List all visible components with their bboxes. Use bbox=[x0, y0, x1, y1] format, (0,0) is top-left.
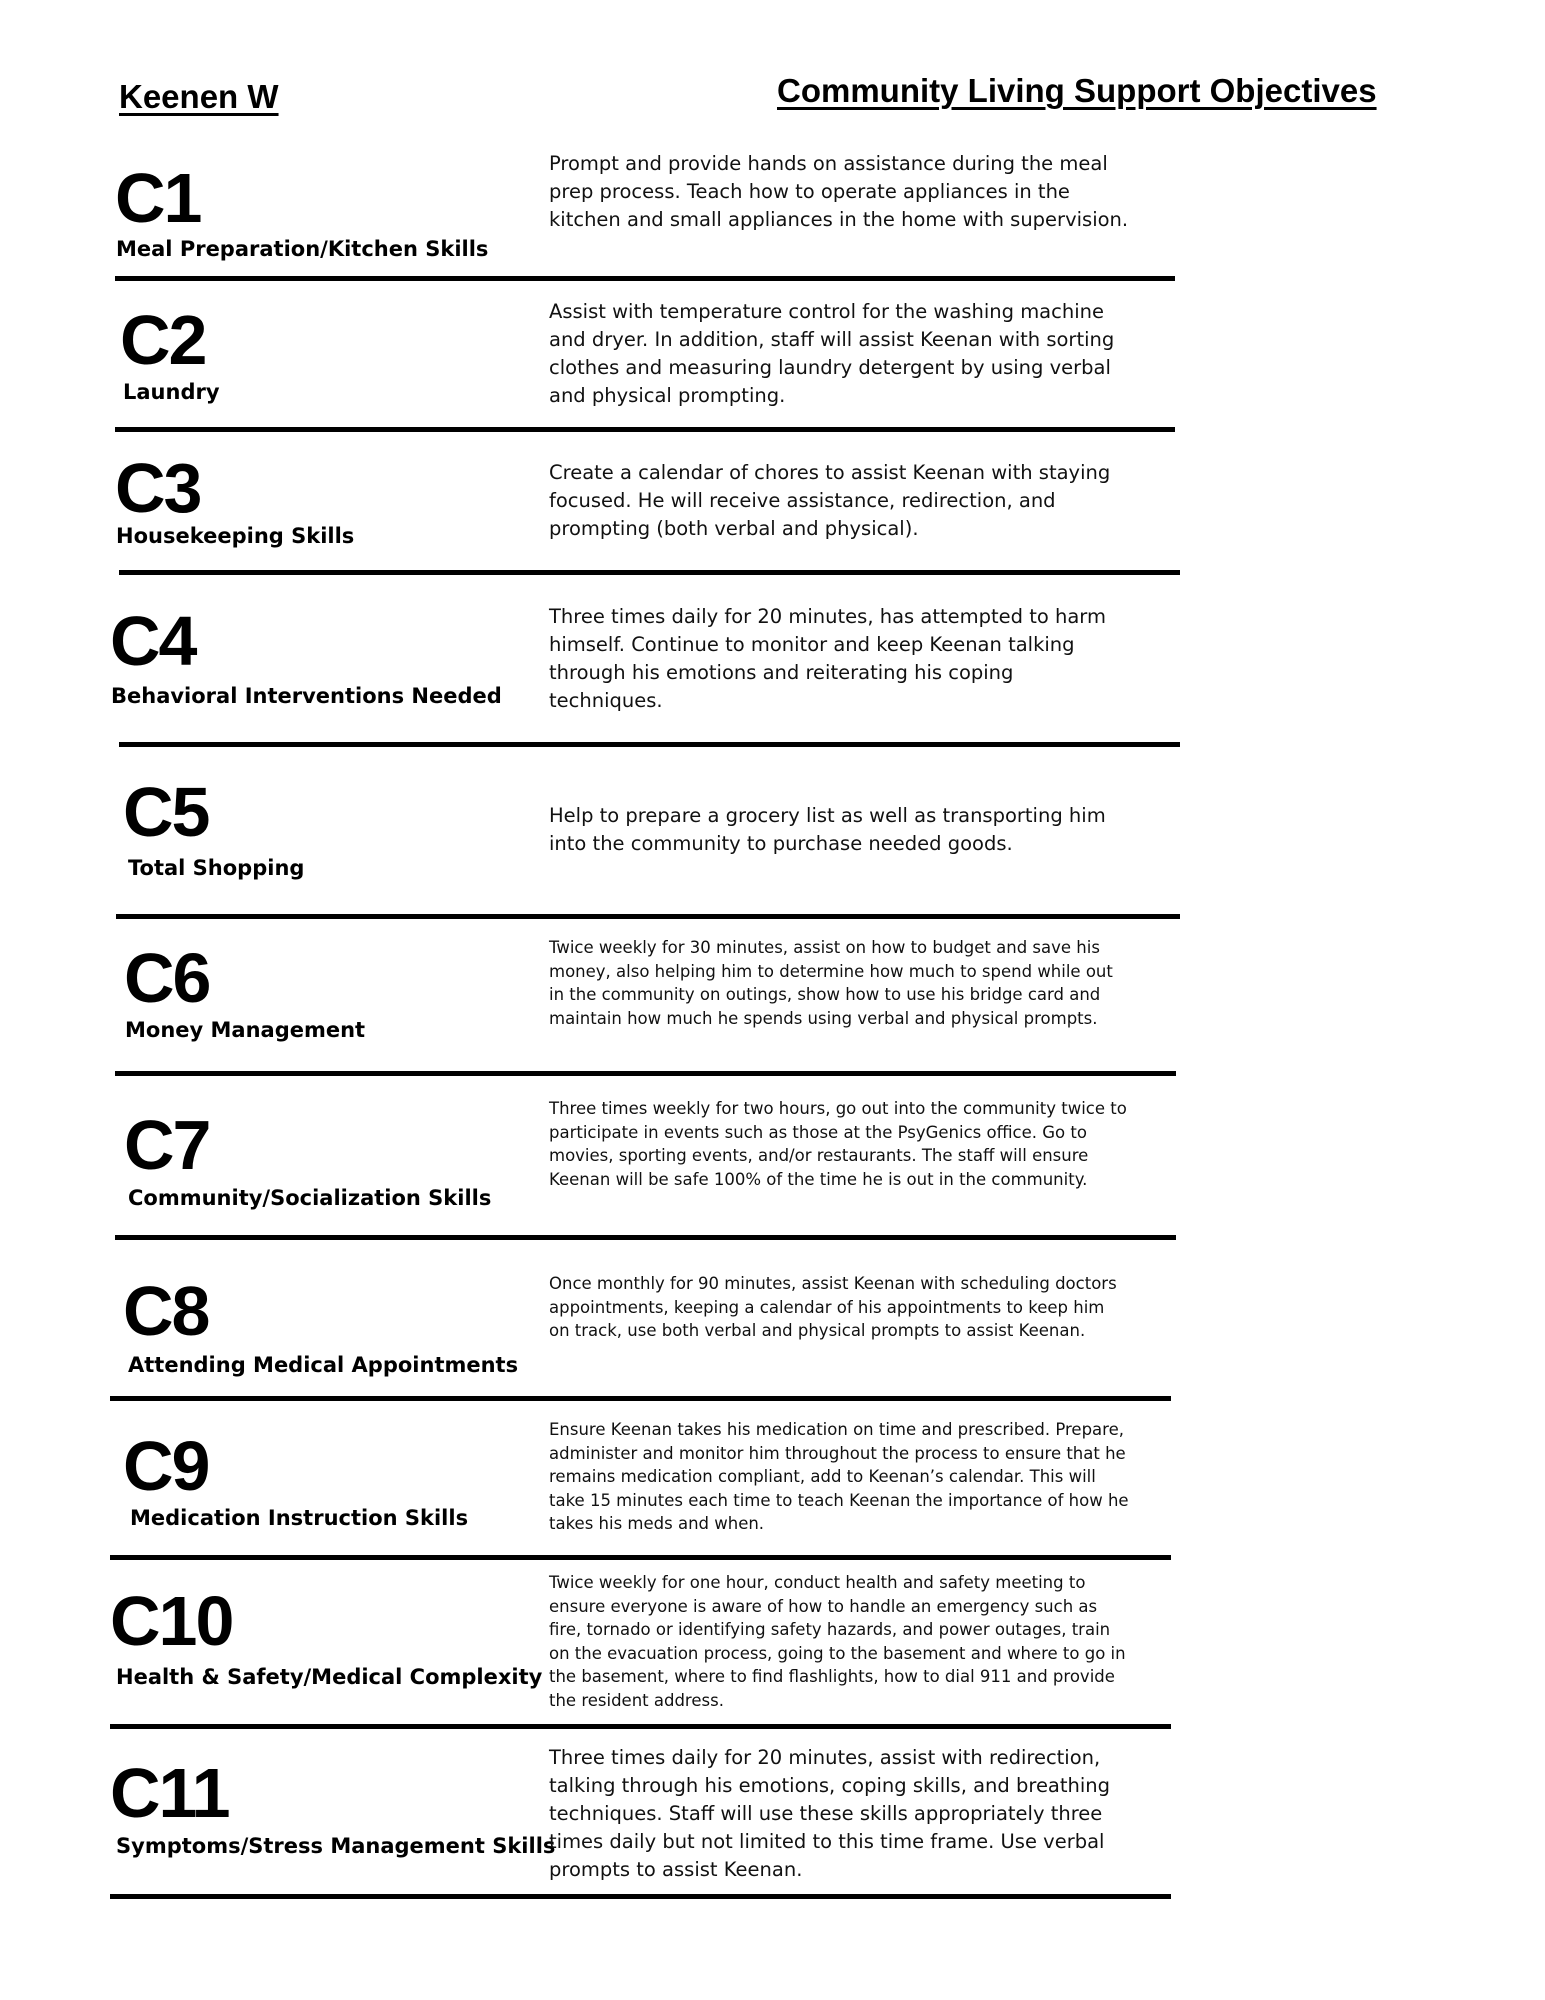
objective-code: C1 bbox=[115, 159, 201, 237]
section-divider bbox=[119, 570, 1180, 575]
objective-description: Twice weekly for one hour, conduct health and safety meeting to ensure everyone is aware of how to handle an emergency such as fire, tornado or identifying safety hazards, and power outages, train on the evacuation process, going to the basement and where to go in the basement, where to find flashlights, how to dial 911 and provide the resident address. bbox=[549, 1573, 1126, 1710]
objective-category: Total Shopping bbox=[128, 856, 305, 880]
objective-description: Twice weekly for 30 minutes, assist on how to budget and save his money, also helping him to determine how much to spend while out in the community on outings, show how to use his bridge card and maintain how much he spends using verbal and physical prompts. bbox=[549, 938, 1113, 1028]
section-divider bbox=[115, 276, 1175, 281]
objective-category: Community/Socialization Skills bbox=[128, 1186, 492, 1210]
section-divider bbox=[116, 914, 1180, 919]
objective-description: Assist with temperature control for the washing machine and dryer. In addition, staff will assist Keenan with sorting clothes and measuring laundry detergent by using verbal and physical prompting. bbox=[549, 300, 1115, 407]
section-divider bbox=[110, 1396, 1171, 1401]
section-divider bbox=[110, 1724, 1171, 1729]
objective-code: C3 bbox=[115, 449, 201, 527]
objective-code: C2 bbox=[120, 301, 206, 379]
objective-code: C10 bbox=[110, 1582, 233, 1660]
section-divider bbox=[115, 1071, 1176, 1076]
objective-code: C6 bbox=[124, 939, 210, 1017]
objective-category: Laundry bbox=[123, 380, 220, 404]
objective-code: C8 bbox=[123, 1272, 209, 1350]
objective-category: Symptoms/Stress Management Skills bbox=[116, 1834, 556, 1858]
section-divider bbox=[110, 1555, 1171, 1560]
objective-code: C11 bbox=[110, 1754, 229, 1832]
objective-category: Money Management bbox=[125, 1018, 366, 1042]
objective-code: C7 bbox=[124, 1106, 210, 1184]
objective-description: Three times daily for 20 minutes, assist with redirection, talking through his emotions, coping skills, and breathing techniques. Staff will use these skills appropriately three times daily but not limited to this time frame. Use verbal prompts to assist Keenan. bbox=[549, 1746, 1111, 1881]
objective-description: Prompt and provide hands on assistance during the meal prep process. Teach how to operate appliances in the kitchen and small appliances in the home with supervision. bbox=[549, 152, 1129, 231]
objective-code: C5 bbox=[123, 773, 209, 851]
objective-description: Three times daily for 20 minutes, has attempted to harm himself. Continue to monitor and keep Keenan talking through his emotions and reiterating his coping techniques. bbox=[549, 605, 1106, 712]
person-name: Keenen W bbox=[119, 78, 279, 115]
objective-category: Medication Instruction Skills bbox=[130, 1506, 469, 1530]
objective-code: C4 bbox=[110, 602, 196, 680]
section-divider bbox=[115, 1235, 1176, 1240]
objective-category: Attending Medical Appointments bbox=[128, 1353, 519, 1377]
objective-description: Three times weekly for two hours, go out into the community twice to participate in events such as those at the PsyGenics office. Go to movies, sporting events, and/or restaurants. The staff will ensure Keenan will be safe 100% of the time he is out in the community. bbox=[549, 1099, 1127, 1189]
objective-category: Housekeeping Skills bbox=[116, 524, 355, 548]
objective-category: Behavioral Interventions Needed bbox=[111, 684, 502, 708]
objective-description: Create a calendar of chores to assist Keenan with staying focused. He will receive assistance, redirection, and prompting (both verbal and physical). bbox=[549, 461, 1111, 540]
objective-code: C9 bbox=[123, 1427, 209, 1505]
objective-description: Help to prepare a grocery list as well as transporting him into the community to purchase needed goods. bbox=[549, 804, 1106, 855]
section-divider bbox=[110, 1894, 1171, 1899]
page-title: Community Living Support Objectives bbox=[777, 72, 1377, 109]
objective-description: Once monthly for 90 minutes, assist Keenan with scheduling doctors appointments, keeping a calendar of his appointments to keep him on track, use both verbal and physical prompts to assist Keenan. bbox=[549, 1274, 1117, 1340]
section-divider bbox=[119, 742, 1180, 747]
objective-description: Ensure Keenan takes his medication on time and prescribed. Prepare, administer and monitor him throughout the process to ensure that he remains medication compliant, add to Keenan’s calendar. This will take 15 minutes each time to teach Keenan the importance of how he takes his meds and when. bbox=[549, 1420, 1129, 1533]
objective-category: Meal Preparation/Kitchen Skills bbox=[116, 237, 489, 261]
objective-category: Health & Safety/Medical Complexity bbox=[116, 1665, 543, 1689]
section-divider bbox=[115, 427, 1175, 432]
